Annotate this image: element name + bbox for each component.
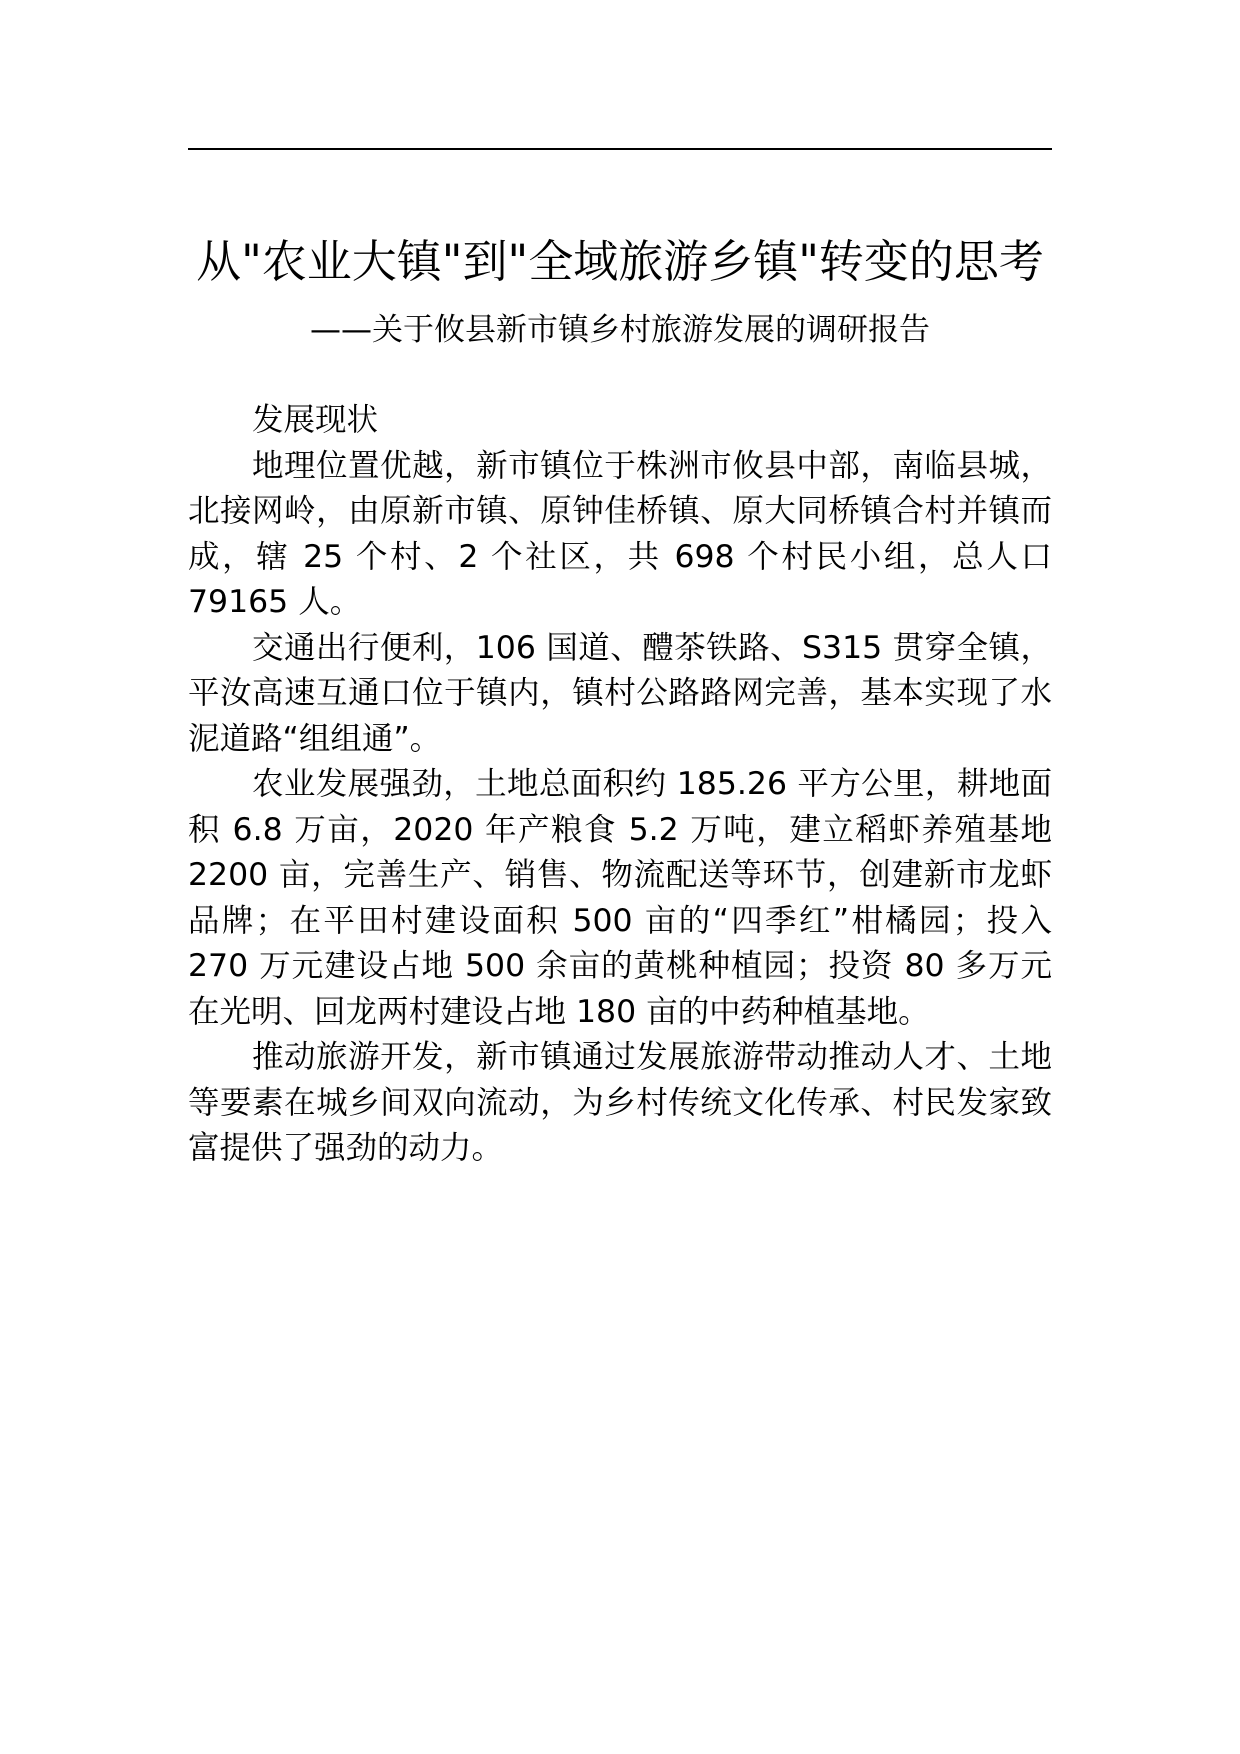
paragraph-transport: 交通出行便利，106 国道、醴茶铁路、S315 贯穿全镇，平汝高速互通口位于镇内，镇村公路路网完善，基本实现了水泥道路“组组通”。 xyxy=(188,629,1052,757)
paragraph-location: 地理位置优越，新市镇位于株洲市攸县中部，南临县城，北接网岭，由原新市镇、原钟佳桥镇、原大同桥镇合村并镇而成，辖 25 个村、2 个社区，共 698 个村民小组，总人口 79165 人。 xyxy=(188,447,1052,620)
document-body xyxy=(188,398,1052,1172)
header-rule xyxy=(188,148,1052,150)
document-subtitle: ——关于攸县新市镇乡村旅游发展的调研报告 xyxy=(310,312,930,348)
section-heading: 发展现状 xyxy=(252,402,379,438)
document-title: 从"农业大镇"到"全域旅游乡镇"转变的思考 xyxy=(196,235,1044,288)
paragraph-tourism: 推动旅游开发，新市镇通过发展旅游带动推动人才、土地等要素在城乡间双向流动，为乡村传统文化传承、村民发家致富提供了强劲的动力。 xyxy=(188,1039,1052,1166)
paragraph-agriculture: 农业发展强劲，土地总面积约 185.26 平方公里，耕地面积 6.8 万亩，2020 年产粮食 5.2 万吨，建立稻虾养殖基地 2200 亩，完善生产、销售、物流配送等环节，创建新市龙虾品牌；在平田村建设面积 500 亩的“四季红”柑橘园；投入 270 万元建设占地 500 余亩的黄桃种植园；投资 80 多万元在光明、回龙两村建设占地 180 亩的中药种植基地。 xyxy=(188,766,1052,1030)
